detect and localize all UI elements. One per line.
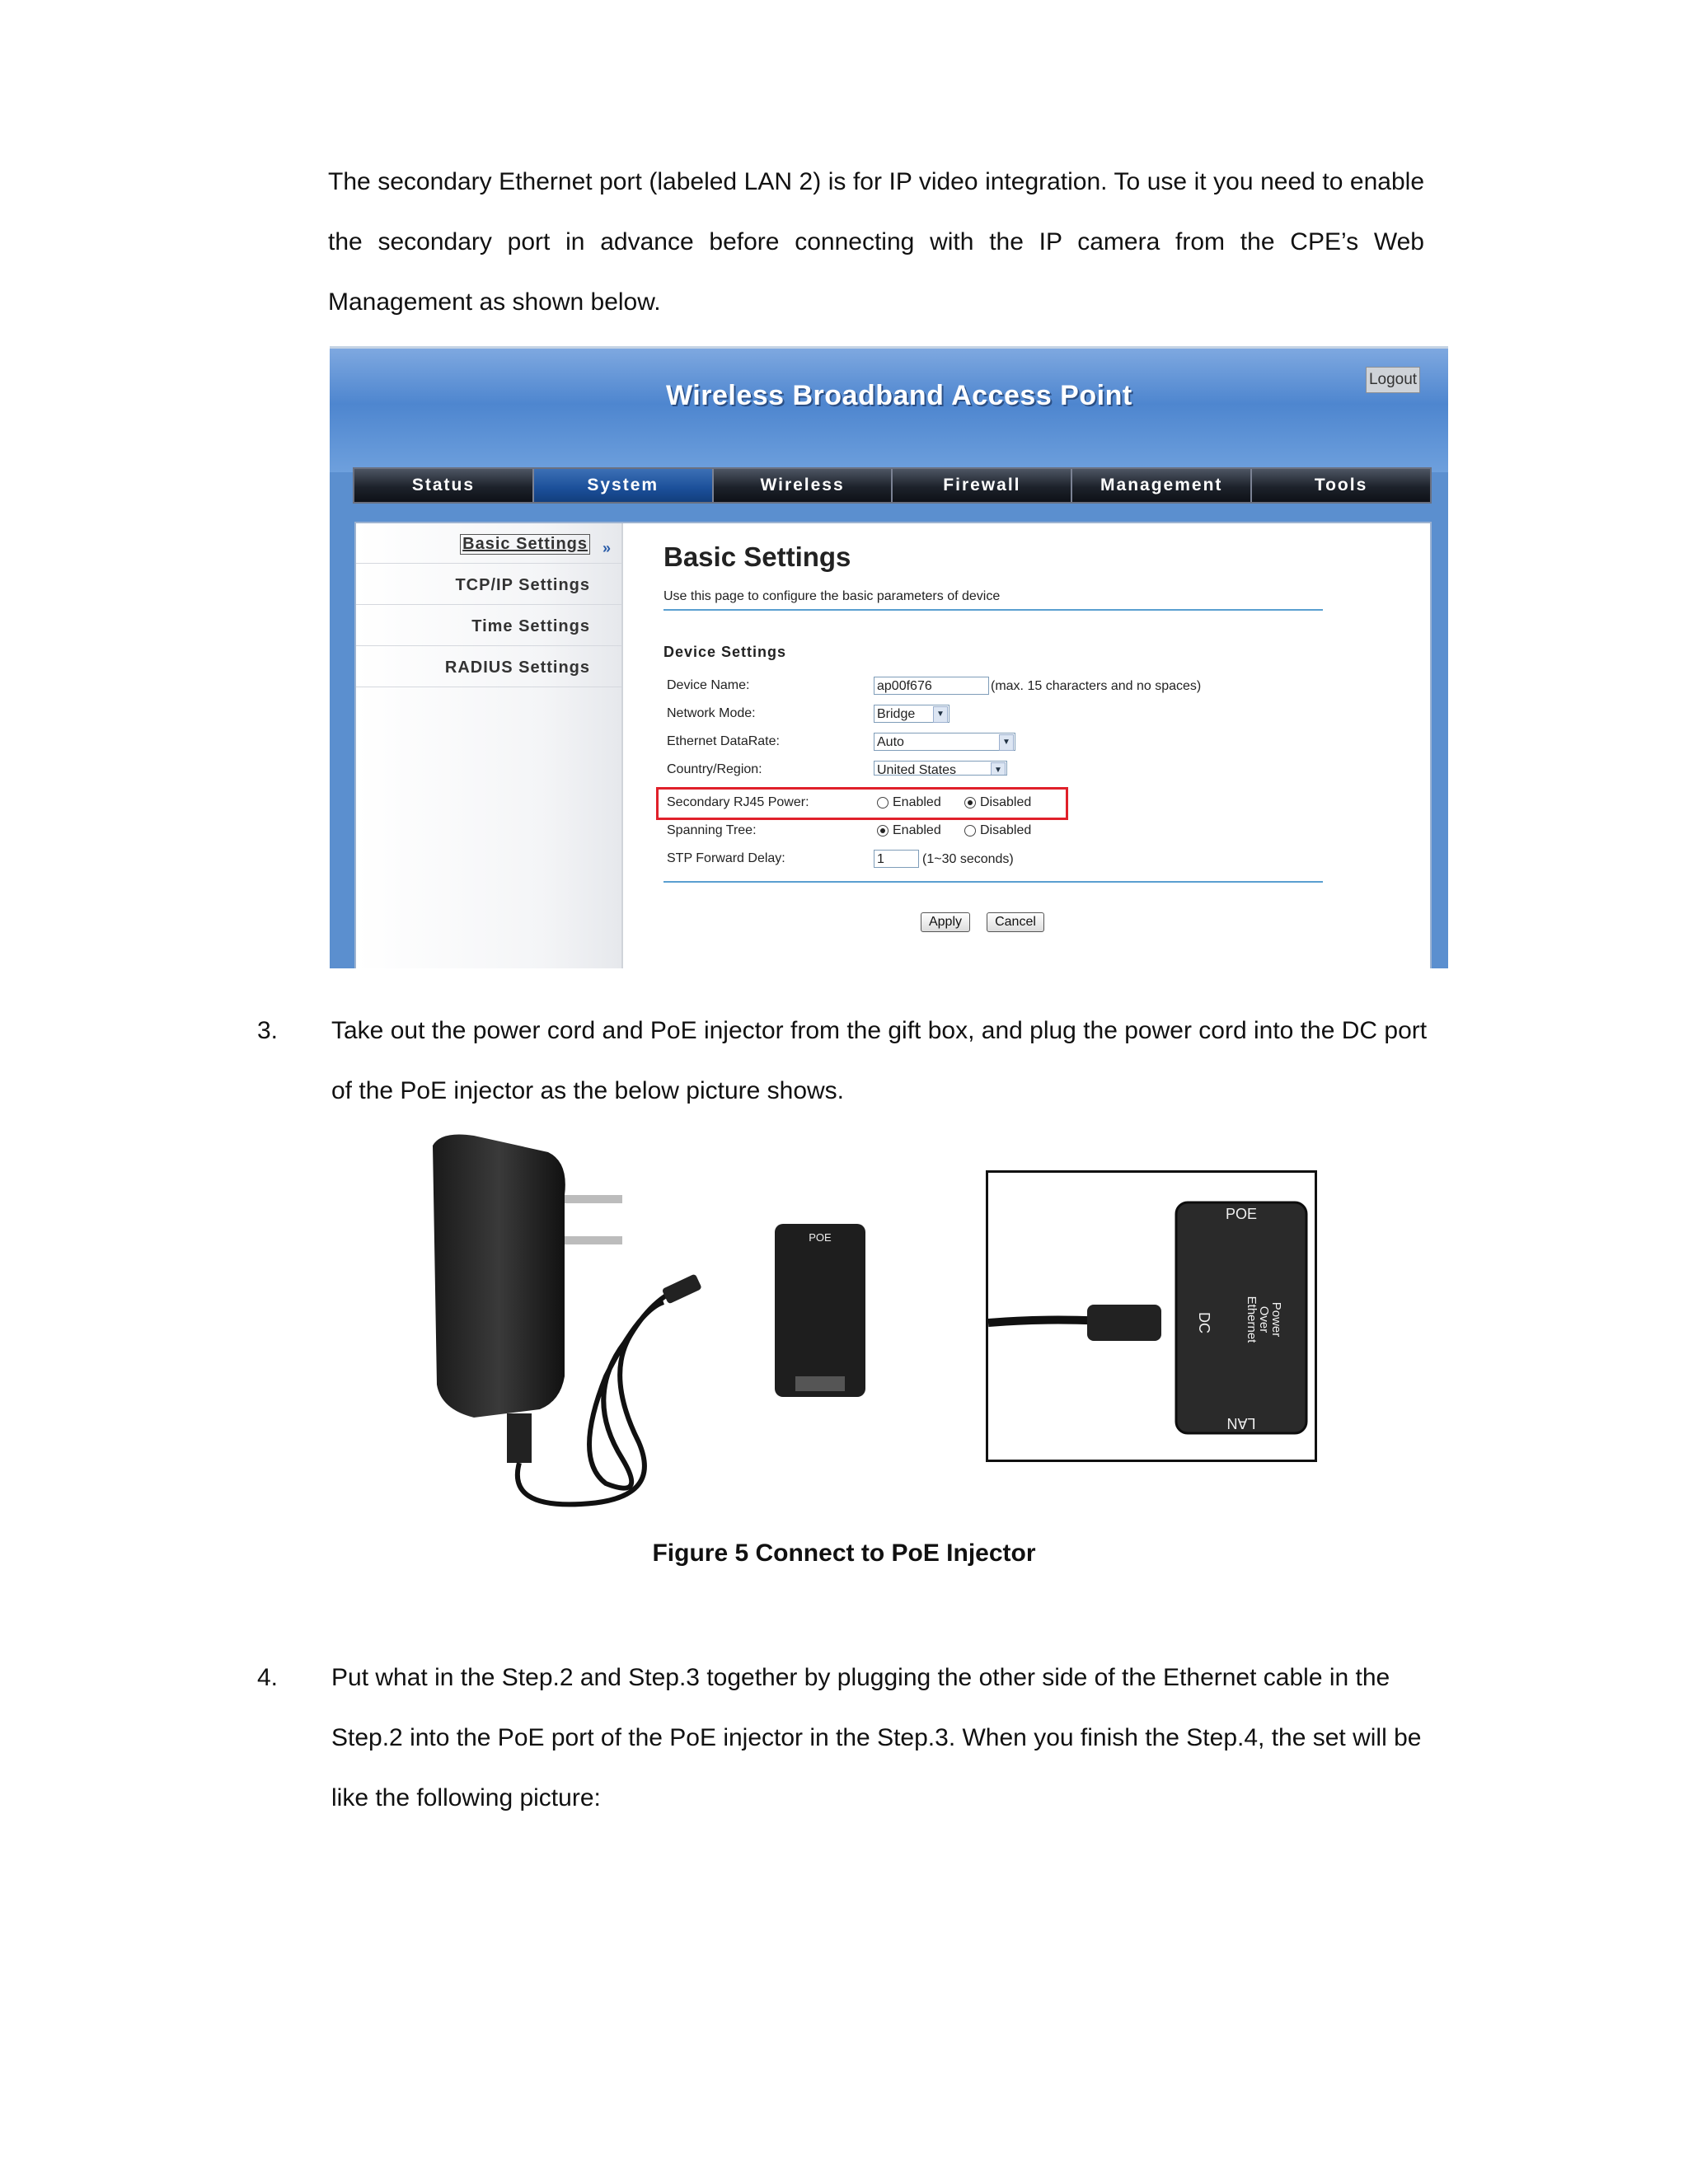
sidebar-item-basic-settings[interactable]: Basic Settings bbox=[460, 534, 590, 555]
spanning-tree-enabled-radio[interactable] bbox=[877, 825, 889, 837]
tab-wireless[interactable]: Wireless bbox=[714, 469, 893, 502]
sidebar bbox=[356, 523, 623, 968]
injector-small-poe-label: POE bbox=[809, 1231, 832, 1244]
sidebar-item-tcpip-settings[interactable]: TCP/IP Settings bbox=[455, 576, 590, 594]
country-label: Country/Region: bbox=[667, 762, 762, 776]
closeup-over-label: Over bbox=[1257, 1305, 1271, 1333]
injector-small-port bbox=[795, 1376, 845, 1391]
secondary-power-label: Secondary RJ45 Power: bbox=[667, 795, 809, 809]
page-title: Basic Settings bbox=[663, 541, 851, 572]
prong-top bbox=[565, 1195, 622, 1203]
section-heading: Device Settings bbox=[663, 644, 787, 660]
settings-panel bbox=[354, 522, 1432, 968]
power-adapter-photo bbox=[416, 1129, 878, 1516]
figure-caption: Figure 5 Connect to PoE Injector bbox=[652, 1540, 1036, 1567]
step-4-number: 4. bbox=[257, 1664, 279, 1691]
closeup-lan-label: LAN bbox=[1226, 1415, 1256, 1432]
network-mode-select[interactable] bbox=[874, 705, 950, 723]
dc-plug bbox=[662, 1273, 702, 1304]
tab-status[interactable]: Status bbox=[354, 469, 534, 502]
intro-paragraph: The secondary Ethernet port (labeled LAN 2) is for IP video integration. To use it you need to enable the secondary port in advance before connecting with the IP camera from the CPE’s Web Management as shown below. bbox=[328, 168, 1424, 316]
stp-delay-hint: (1~30 seconds) bbox=[922, 852, 1014, 866]
tab-management[interactable]: Management bbox=[1072, 469, 1252, 502]
tab-firewall[interactable]: Firewall bbox=[893, 469, 1072, 502]
device-name-label: Device Name: bbox=[667, 678, 750, 692]
stp-delay-label: STP Forward Delay: bbox=[667, 851, 785, 865]
chevron-down-icon: ▼ bbox=[999, 734, 1014, 751]
spanning-tree-enabled-label: Enabled bbox=[893, 823, 941, 837]
step-3-text: Take out the power cord and PoE injector from the gift box, and plug the power cord into the DC port of the PoE injector as the below picture shows. bbox=[331, 1017, 1428, 1104]
tab-tools[interactable]: Tools bbox=[1314, 476, 1368, 494]
strain-relief bbox=[507, 1413, 532, 1463]
divider bbox=[663, 881, 1323, 883]
injector-closeup-photo bbox=[988, 1173, 1315, 1460]
sidebar-item-radius-settings[interactable]: RADIUS Settings bbox=[444, 658, 590, 677]
closeup-plug bbox=[1087, 1305, 1161, 1341]
ethernet-datarate-label: Ethernet DataRate: bbox=[667, 734, 780, 748]
divider bbox=[663, 609, 1323, 611]
closeup-ethernet-label: Ethernet bbox=[1245, 1296, 1259, 1343]
step-3-number: 3. bbox=[257, 1017, 279, 1044]
page-subtitle: Use this page to configure the basic parameters of device bbox=[663, 589, 1001, 603]
secondary-power-enabled-label: Enabled bbox=[893, 795, 941, 809]
closeup-power-label: Power bbox=[1269, 1301, 1283, 1338]
cancel-button[interactable]: Cancel bbox=[987, 912, 1044, 932]
chevron-down-icon: ▼ bbox=[991, 762, 1006, 776]
tab-system[interactable]: System bbox=[534, 469, 714, 502]
sidebar-divider bbox=[356, 645, 621, 646]
sidebar-item-time-settings[interactable]: Time Settings bbox=[471, 617, 590, 635]
device-name-hint: (max. 15 characters and no spaces) bbox=[991, 679, 1202, 693]
injector-small bbox=[775, 1224, 865, 1397]
main-tabbar bbox=[353, 467, 1432, 504]
device-name-input[interactable]: ap00f676 bbox=[874, 677, 989, 695]
closeup-dc-label: DC bbox=[1196, 1312, 1212, 1333]
adapter-body bbox=[433, 1135, 565, 1418]
chevron-right-icon: » bbox=[603, 540, 612, 556]
sidebar-divider bbox=[356, 563, 621, 564]
country-select[interactable] bbox=[874, 761, 1007, 776]
step-4-text: Put what in the Step.2 and Step.3 together by plugging the other side of the Ethernet cable in the Step.2 into the PoE port of the PoE injector in the Step.3. When you finish the Step.4, the set will be like the following picture: bbox=[331, 1664, 1422, 1811]
sidebar-divider bbox=[356, 604, 621, 605]
spanning-tree-disabled-label: Disabled bbox=[980, 823, 1032, 837]
secondary-power-enabled-radio[interactable] bbox=[877, 797, 889, 808]
ethernet-datarate-select[interactable] bbox=[874, 733, 1015, 751]
apply-button[interactable]: Apply bbox=[921, 912, 970, 932]
chevron-down-icon: ▼ bbox=[933, 706, 948, 723]
web-management-screenshot bbox=[330, 346, 1448, 968]
spanning-tree-disabled-radio[interactable] bbox=[964, 825, 976, 837]
injector-closeup-frame bbox=[986, 1170, 1317, 1462]
spanning-tree-label: Spanning Tree: bbox=[667, 823, 757, 837]
ethernet-datarate-value: Auto bbox=[877, 735, 904, 749]
secondary-power-disabled-radio[interactable] bbox=[964, 797, 976, 808]
logout-button[interactable]: Logout bbox=[1366, 367, 1420, 393]
closeup-poe-label: POE bbox=[1225, 1206, 1258, 1222]
network-mode-value: Bridge bbox=[877, 707, 916, 721]
screenshot-title: Wireless Broadband Access Point bbox=[666, 380, 1132, 411]
network-mode-label: Network Mode: bbox=[667, 706, 756, 720]
prong-bottom bbox=[565, 1236, 622, 1244]
closeup-injector-body bbox=[1176, 1202, 1306, 1433]
country-value: United States bbox=[877, 763, 957, 776]
secondary-power-disabled-label: Disabled bbox=[980, 795, 1032, 809]
stp-delay-input[interactable]: 1 bbox=[874, 850, 919, 868]
